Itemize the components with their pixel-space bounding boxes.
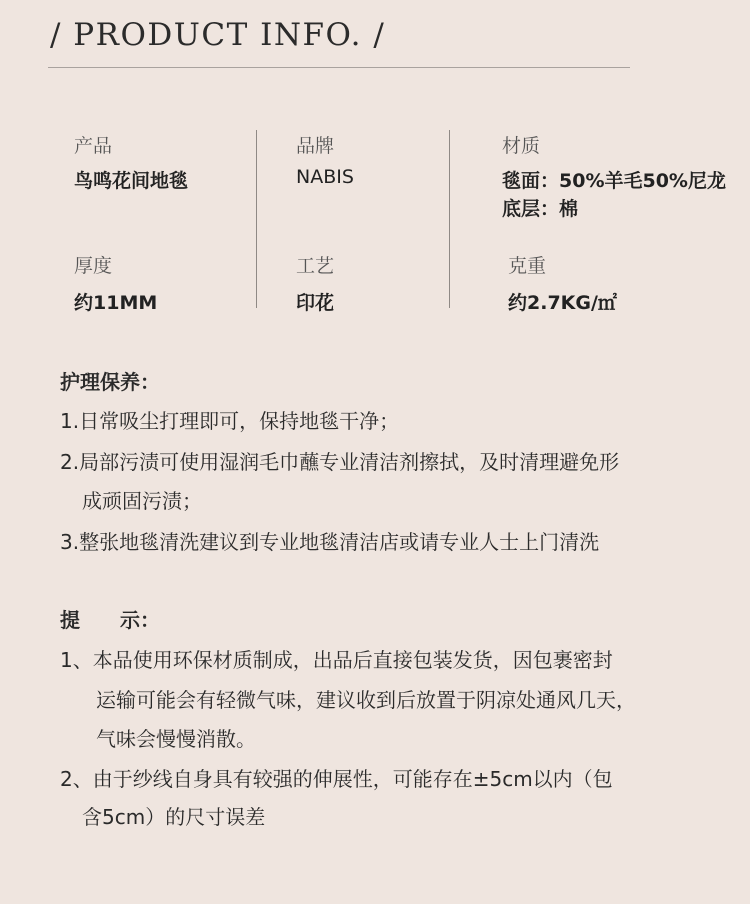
spec-weight-value: 约2.7KG/㎡ [508,292,617,314]
spec-thickness-value: 约11MM [74,292,158,314]
tips-line: 1、本品使用环保材质制成，出品后直接包装发货，因包裹密封 [60,648,613,672]
spec-material-line: 毯面：50%羊毛50%尼龙 [502,170,726,192]
spec-product-label: 产品 [74,135,113,157]
spec-craft-value: 印花 [296,292,335,314]
tips-line: 气味会慢慢消散。 [96,727,256,751]
spec-material-line: 底层：棉 [502,198,579,220]
care-line: 成顽固污渍； [82,489,202,513]
spec-material-label: 材质 [502,135,541,157]
care-line: 1.日常吸尘打理即可，保持地毯干净； [60,409,400,433]
header-divider [48,67,630,68]
tips-heading: 提 示： [60,608,160,632]
care-line: 2.局部污渍可使用湿润毛巾蘸专业清洁剂擦拭，及时清理避免形 [60,450,620,474]
care-heading: 护理保养： [60,370,160,394]
spec-brand-label: 品牌 [296,135,335,157]
tips-line: 运输可能会有轻微气味，建议收到后放置于阴凉处通风几天， [96,688,636,712]
page-title: / PRODUCT INFO. / [50,17,386,53]
spec-craft-label: 工艺 [296,255,335,277]
spec-weight-label: 克重 [508,255,547,277]
spec-brand-value: NABIS [296,166,354,188]
tips-line: 2、由于纱线自身具有较强的伸展性，可能存在±5cm以内（包 [60,767,613,791]
column-divider [256,130,257,308]
care-line: 3.整张地毯清洗建议到专业地毯清洁店或请专业人士上门清洗 [60,530,600,554]
spec-product-value: 鸟鸣花间地毯 [74,170,189,192]
column-divider [449,130,450,308]
tips-line: 含5cm）的尺寸误差 [82,805,266,829]
spec-thickness-label: 厚度 [74,255,113,277]
